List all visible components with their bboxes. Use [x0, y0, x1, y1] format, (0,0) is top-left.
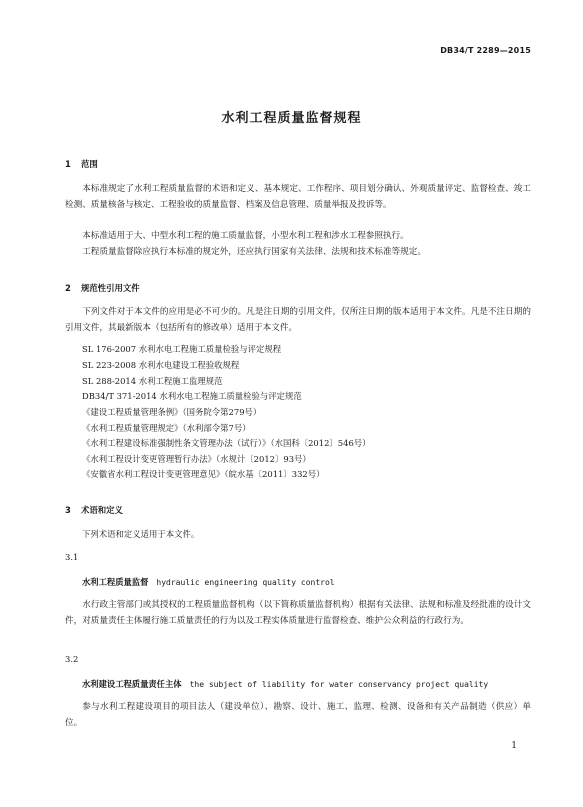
term-3-1-definition: 水行政主管部门或其授权的工程质量监督机构（以下简称质量监督机构）根据有关法律、法规和标准及经批准的设计文件，对质量责任主体履行施工质量责任的行为以及工程实体质量进行监督检查、维护公众利益的行政行为。 — [65, 600, 531, 626]
reference-item: 《安徽省水利工程设计变更管理意见》（皖水基〔2011〕332号） — [82, 469, 325, 479]
section-2-heading — [65, 282, 140, 294]
clause-3-2-number: 3.2 — [65, 654, 79, 664]
term-3-2-definition: 参与水利工程建设项目的项目法人（建设单位）、勘察、设计、施工、监理、检测、设备和有关产品制造（供应）单位。 — [65, 702, 531, 728]
term-chinese: 水利工程质量监督 — [82, 577, 149, 587]
term-english: hydraulic engineering quality control — [156, 578, 335, 587]
reference-item: 《水利工程建设标准强制性条文管理办法（试行）》（水国科〔2012〕546号） — [82, 438, 371, 448]
reference-item: SL 288-2014 水利工程施工监理规范 — [82, 376, 223, 386]
reference-item: SL 223-2008 水利水电建设工程验收规程 — [82, 360, 240, 370]
section-1-paragraph-3: 工程质量监督除应执行本标准的规定外，还应执行国家有关法律、法规和技术标准等规定。 — [82, 247, 426, 257]
term-3-2 — [82, 678, 488, 690]
section-number: 2 — [65, 283, 71, 293]
section-1-heading — [65, 158, 98, 170]
section-1-paragraph-2: 本标准适用于大、中型水利工程的施工质量监督，小型水利工程和涉水工程参照执行。 — [82, 231, 409, 241]
reference-item: DB34/T 371-2014 水利水电工程施工质量检验与评定规范 — [82, 391, 302, 401]
section-3-intro: 下列术语和定义适用于本文件。 — [82, 529, 200, 539]
section-title: 规范性引用文件 — [81, 283, 140, 293]
section-number: 1 — [65, 159, 71, 169]
term-english: the subject of liability for water conservancy project quality — [189, 680, 489, 689]
reference-item: 《建设工程质量管理条例》（国务院令第279号） — [82, 407, 262, 417]
section-3-heading — [65, 504, 123, 516]
reference-item: 《水利工程质量管理规定》（水利部令第7号） — [82, 423, 251, 433]
section-2-paragraph-1: 下列文件对于本文件的应用是必不可少的。凡是注日期的引用文件，仅所注日期的版本适用于本文件。凡是不注日期的引用文件，其最新版本（包括所有的修改单）适用于本文件。 — [65, 307, 531, 333]
term-3-1 — [82, 576, 335, 588]
section-title: 术语和定义 — [81, 505, 123, 515]
section-number: 3 — [65, 505, 71, 515]
page-title: 水利工程质量监督规程 — [221, 111, 362, 126]
reference-item: 《水利工程设计变更管理暂行办法》（水规计〔2012〕93号） — [82, 454, 311, 464]
standard-code-header: DB34/T 2289—2015 — [440, 46, 531, 55]
section-1-paragraph-1: 本标准规定了水利工程质量监督的术语和定义、基本规定、工作程序、项目划分确认、外观质量评定、监督检查、竣工检测、质量核备与核定、工程验收的质量监督、档案及信息管理、质量举报及投诉等。 — [65, 184, 531, 210]
page-number: 1 — [511, 741, 517, 751]
section-title: 范围 — [81, 159, 98, 169]
reference-item: SL 176-2007 水利水电工程施工质量检验与评定规程 — [82, 344, 282, 354]
clause-3-1-number: 3.1 — [65, 552, 79, 562]
term-chinese: 水利建设工程质量责任主体 — [82, 679, 182, 689]
